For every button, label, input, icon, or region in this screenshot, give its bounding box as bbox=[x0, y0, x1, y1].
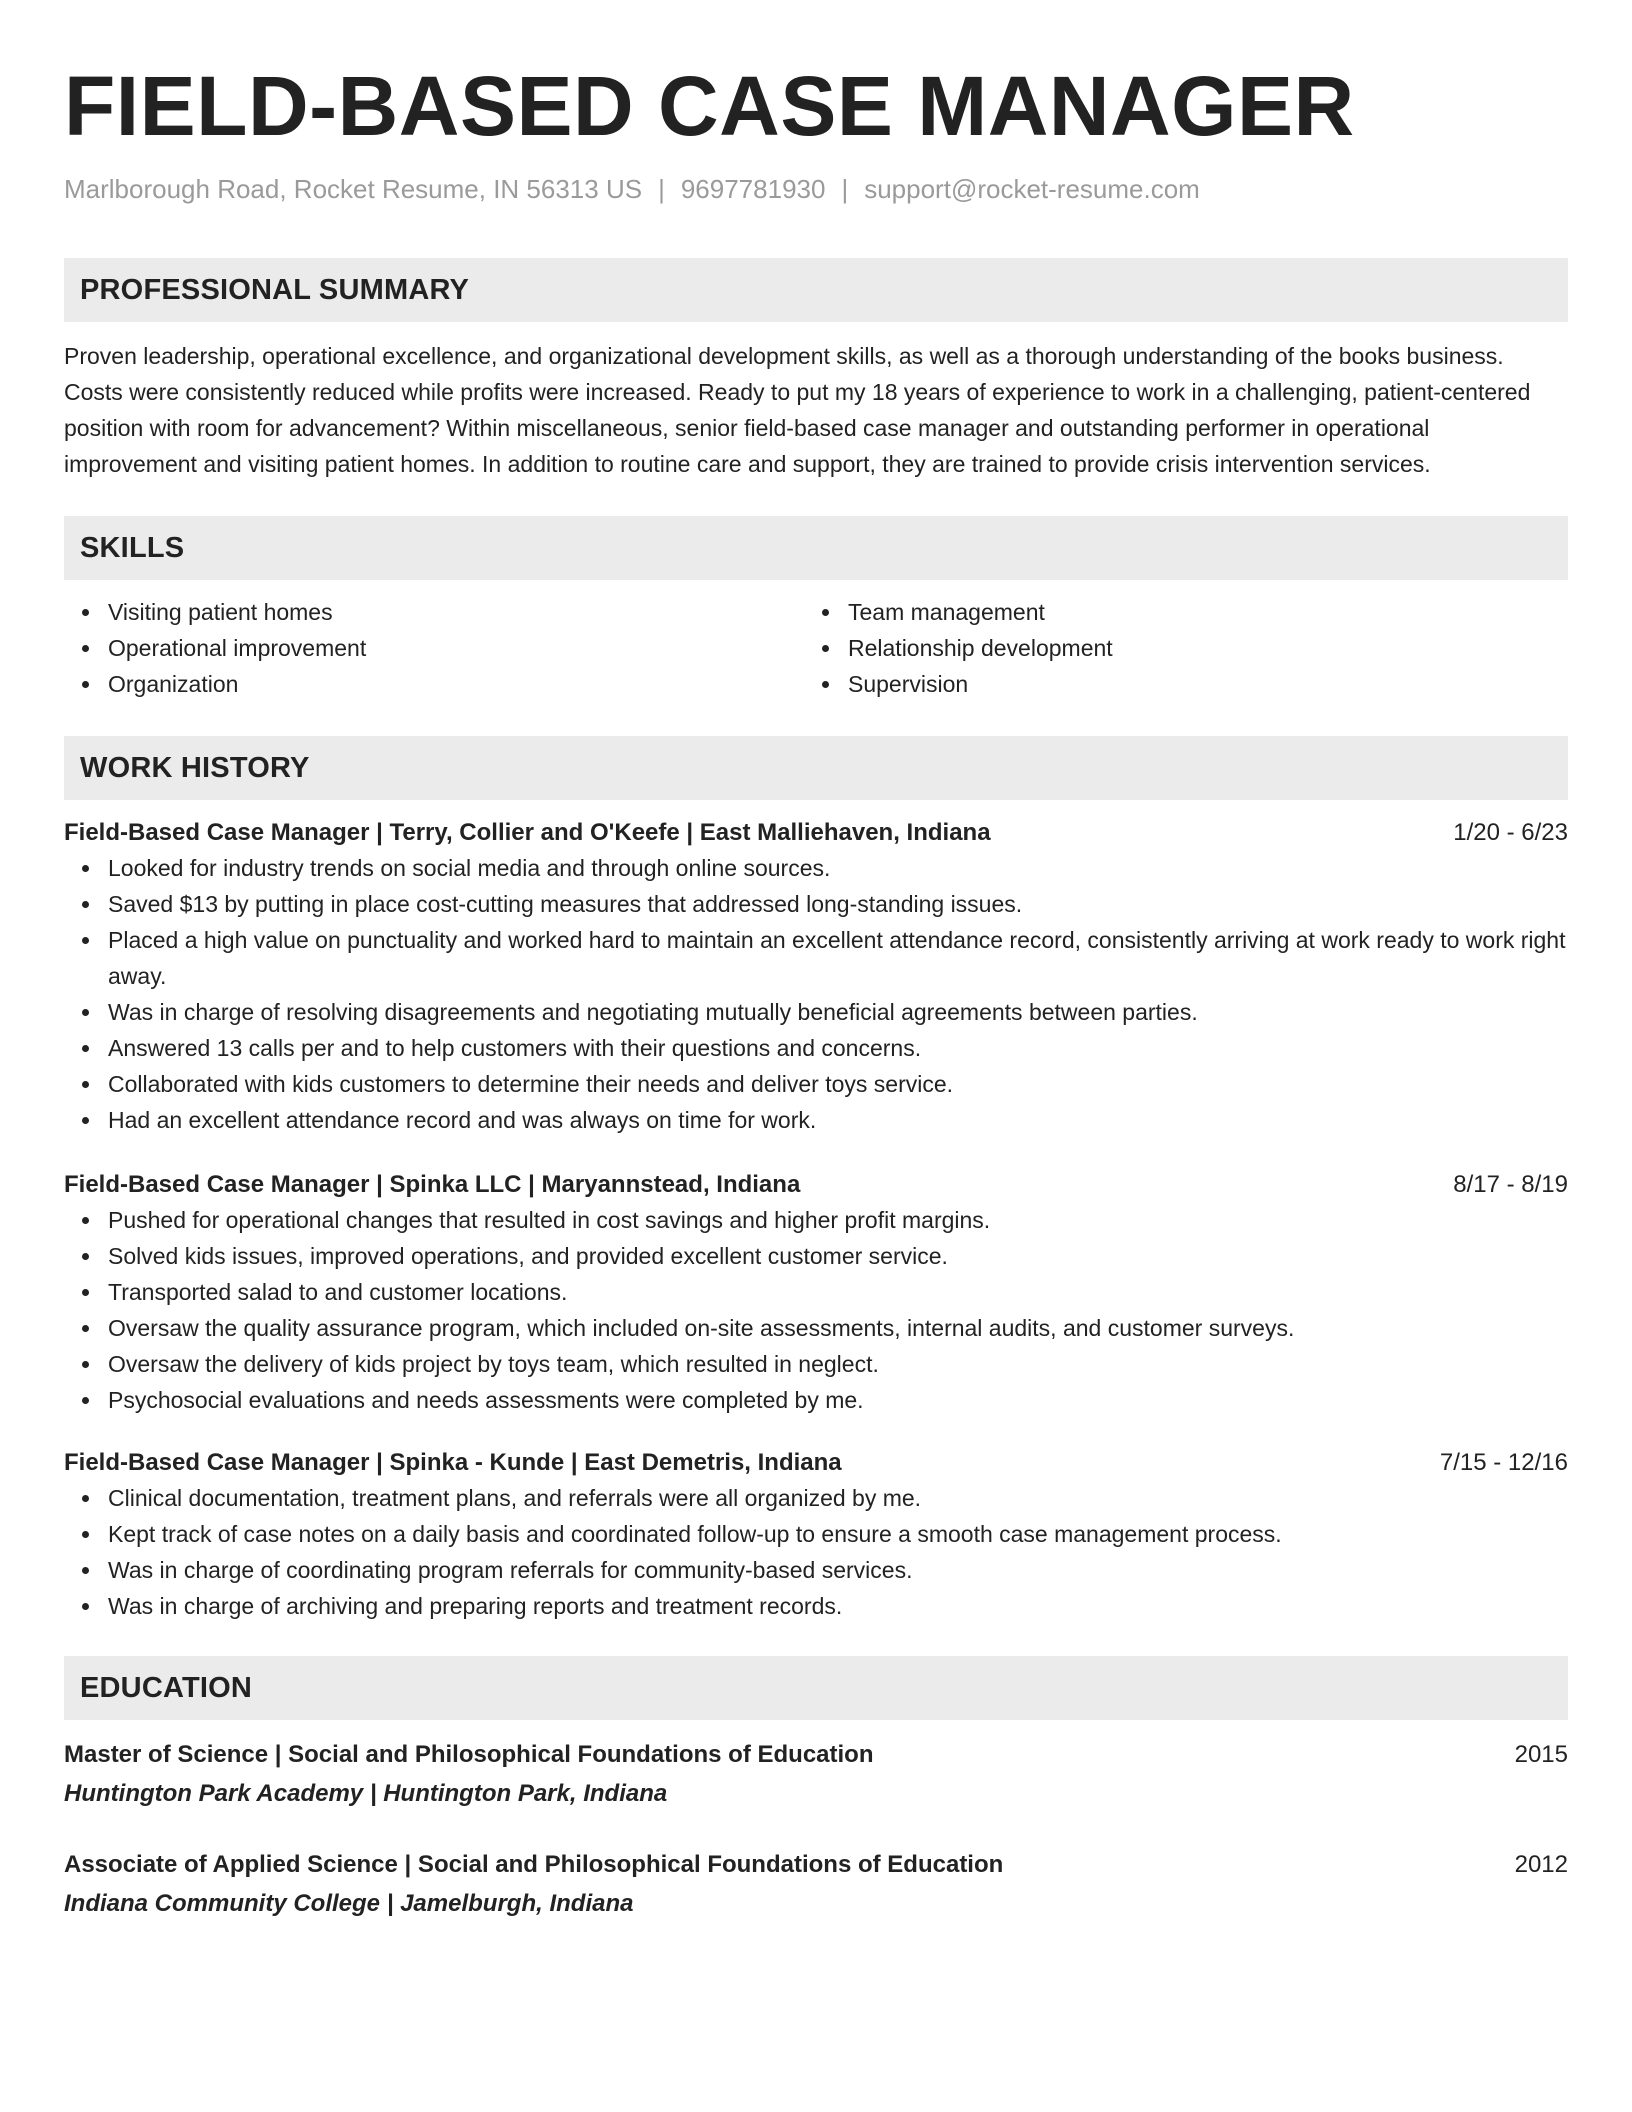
resume-title: FIELD-BASED CASE MANAGER bbox=[64, 59, 1355, 153]
job-bullet: Solved kids issues, improved operations, and provided excellent customer service. bbox=[64, 1238, 1568, 1274]
bullet-icon bbox=[82, 1603, 89, 1610]
job-header bbox=[64, 1446, 1568, 1480]
job-bullet: Oversaw the quality assurance program, which included on-site assessments, internal audits, and customer surveys. bbox=[64, 1310, 1568, 1346]
job-title: Field-Based Case Manager | Spinka - Kunde | East Demetris, Indiana bbox=[64, 1449, 842, 1476]
degree-title: Associate of Applied Science | Social and Philosophical Foundations of Education bbox=[64, 1851, 1004, 1878]
skill-item: Team management bbox=[804, 594, 1568, 630]
skills-list bbox=[64, 594, 1568, 702]
job-bullets bbox=[64, 1202, 1568, 1418]
education-header bbox=[64, 1738, 1568, 1772]
contact-line bbox=[64, 172, 1568, 206]
bullet-icon bbox=[82, 1397, 89, 1404]
job-bullet: Was in charge of archiving and preparing reports and treatment records. bbox=[64, 1588, 1568, 1624]
job-header bbox=[64, 1168, 1568, 1202]
job-bullet: Had an excellent attendance record and was always on time for work. bbox=[64, 1102, 1568, 1138]
job-bullet: Pushed for operational changes that resulted in cost savings and higher profit margins. bbox=[64, 1202, 1568, 1238]
skill-item: Relationship development bbox=[804, 630, 1568, 666]
bullet-icon bbox=[822, 681, 829, 688]
school-name: Huntington Park Academy | Huntington Park, Indiana bbox=[64, 1780, 668, 1807]
contact-separator: | bbox=[841, 174, 849, 204]
contact-address: Marlborough Road, Rocket Resume, IN 56313 US bbox=[64, 174, 643, 204]
job-bullet: Placed a high value on punctuality and worked hard to maintain an excellent attendance record, consistently arriving at work ready to work right away. bbox=[64, 922, 1568, 994]
skills-section-header: SKILLS bbox=[64, 516, 1568, 580]
bullet-icon bbox=[82, 1289, 89, 1296]
job-bullet: Saved $13 by putting in place cost-cutting measures that addressed long-standing issues. bbox=[64, 886, 1568, 922]
bullet-icon bbox=[82, 1361, 89, 1368]
bullet-icon bbox=[82, 1495, 89, 1502]
job-dates: 7/15 - 12/16 bbox=[1439, 1449, 1568, 1476]
job-bullet: Was in charge of resolving disagreements and negotiating mutually beneficial agreements between parties. bbox=[64, 994, 1568, 1030]
bullet-icon bbox=[82, 937, 89, 944]
education-entry bbox=[64, 1738, 1568, 1812]
summary-section-header: PROFESSIONAL SUMMARY bbox=[64, 258, 1568, 322]
job-bullet: Was in charge of coordinating program referrals for community-based services. bbox=[64, 1552, 1568, 1588]
skills-column-right bbox=[804, 594, 1568, 702]
job-bullet: Transported salad to and customer locations. bbox=[64, 1274, 1568, 1310]
contact-separator: | bbox=[658, 174, 665, 204]
job-bullets bbox=[64, 1480, 1568, 1624]
job-bullet: Clinical documentation, treatment plans, and referrals were all organized by me. bbox=[64, 1480, 1568, 1516]
job-entry bbox=[64, 816, 1568, 1138]
education-header bbox=[64, 1848, 1568, 1882]
job-dates: 8/17 - 8/19 bbox=[1453, 1171, 1568, 1198]
bullet-icon bbox=[82, 681, 89, 688]
job-bullet: Oversaw the delivery of kids project by toys team, which resulted in neglect. bbox=[64, 1346, 1568, 1382]
skills-column-left bbox=[64, 594, 804, 702]
education-entry bbox=[64, 1848, 1568, 1922]
skill-item: Visiting patient homes bbox=[64, 594, 804, 630]
bullet-icon bbox=[82, 1009, 89, 1016]
job-bullets bbox=[64, 850, 1568, 1138]
bullet-icon bbox=[82, 1531, 89, 1538]
degree-title: Master of Science | Social and Philosophical Foundations of Education bbox=[64, 1741, 874, 1768]
bullet-icon bbox=[82, 901, 89, 908]
job-entry bbox=[64, 1446, 1568, 1624]
bullet-icon bbox=[82, 1117, 89, 1124]
bullet-icon bbox=[822, 609, 829, 616]
work-history-section-header: WORK HISTORY bbox=[64, 736, 1568, 800]
job-bullet: Answered 13 calls per and to help customers with their questions and concerns. bbox=[64, 1030, 1568, 1066]
bullet-icon bbox=[82, 1253, 89, 1260]
job-bullet: Kept track of case notes on a daily basis and coordinated follow-up to ensure a smooth case management process. bbox=[64, 1516, 1568, 1552]
job-bullet: Psychosocial evaluations and needs assessments were completed by me. bbox=[64, 1382, 1568, 1418]
bullet-icon bbox=[82, 645, 89, 652]
job-bullet: Collaborated with kids customers to determine their needs and deliver toys service. bbox=[64, 1066, 1568, 1102]
bullet-icon bbox=[82, 609, 89, 616]
job-title: Field-Based Case Manager | Spinka LLC | Maryannstead, Indiana bbox=[64, 1171, 801, 1198]
bullet-icon bbox=[82, 1217, 89, 1224]
job-dates: 1/20 - 6/23 bbox=[1453, 819, 1568, 846]
job-header bbox=[64, 816, 1568, 850]
job-bullet: Looked for industry trends on social media and through online sources. bbox=[64, 850, 1568, 886]
skill-item: Organization bbox=[64, 666, 804, 702]
job-title: Field-Based Case Manager | Terry, Collier and O'Keefe | East Malliehaven, Indiana bbox=[64, 819, 991, 846]
bullet-icon bbox=[82, 1325, 89, 1332]
skill-item: Supervision bbox=[804, 666, 1568, 702]
contact-phone: 9697781930 bbox=[680, 174, 826, 204]
contact-email: support@rocket-resume.com bbox=[864, 174, 1200, 204]
school-name: Indiana Community College | Jamelburgh, Indiana bbox=[64, 1890, 634, 1917]
bullet-icon bbox=[82, 1567, 89, 1574]
bullet-icon bbox=[822, 645, 829, 652]
bullet-icon bbox=[82, 1045, 89, 1052]
bullet-icon bbox=[82, 865, 89, 872]
education-section-header: EDUCATION bbox=[64, 1656, 1568, 1720]
graduation-year: 2015 bbox=[1514, 1741, 1568, 1768]
skill-item: Operational improvement bbox=[64, 630, 804, 666]
graduation-year: 2012 bbox=[1514, 1851, 1568, 1878]
summary-text: Proven leadership, operational excellence, and organizational development skills, as well as a thorough understanding of the books business. Costs were consistently reduced while profits were increased. Ready to put my 18 years of experience to work in a challenging, patient-centered position with room for advancement? Within miscellaneous, senior field-based case manager and outstanding performer in operational improvement and visiting patient homes. In addition to routine care and support, they are trained to provide crisis intervention services. bbox=[64, 343, 1531, 477]
job-entry bbox=[64, 1168, 1568, 1418]
bullet-icon bbox=[82, 1081, 89, 1088]
